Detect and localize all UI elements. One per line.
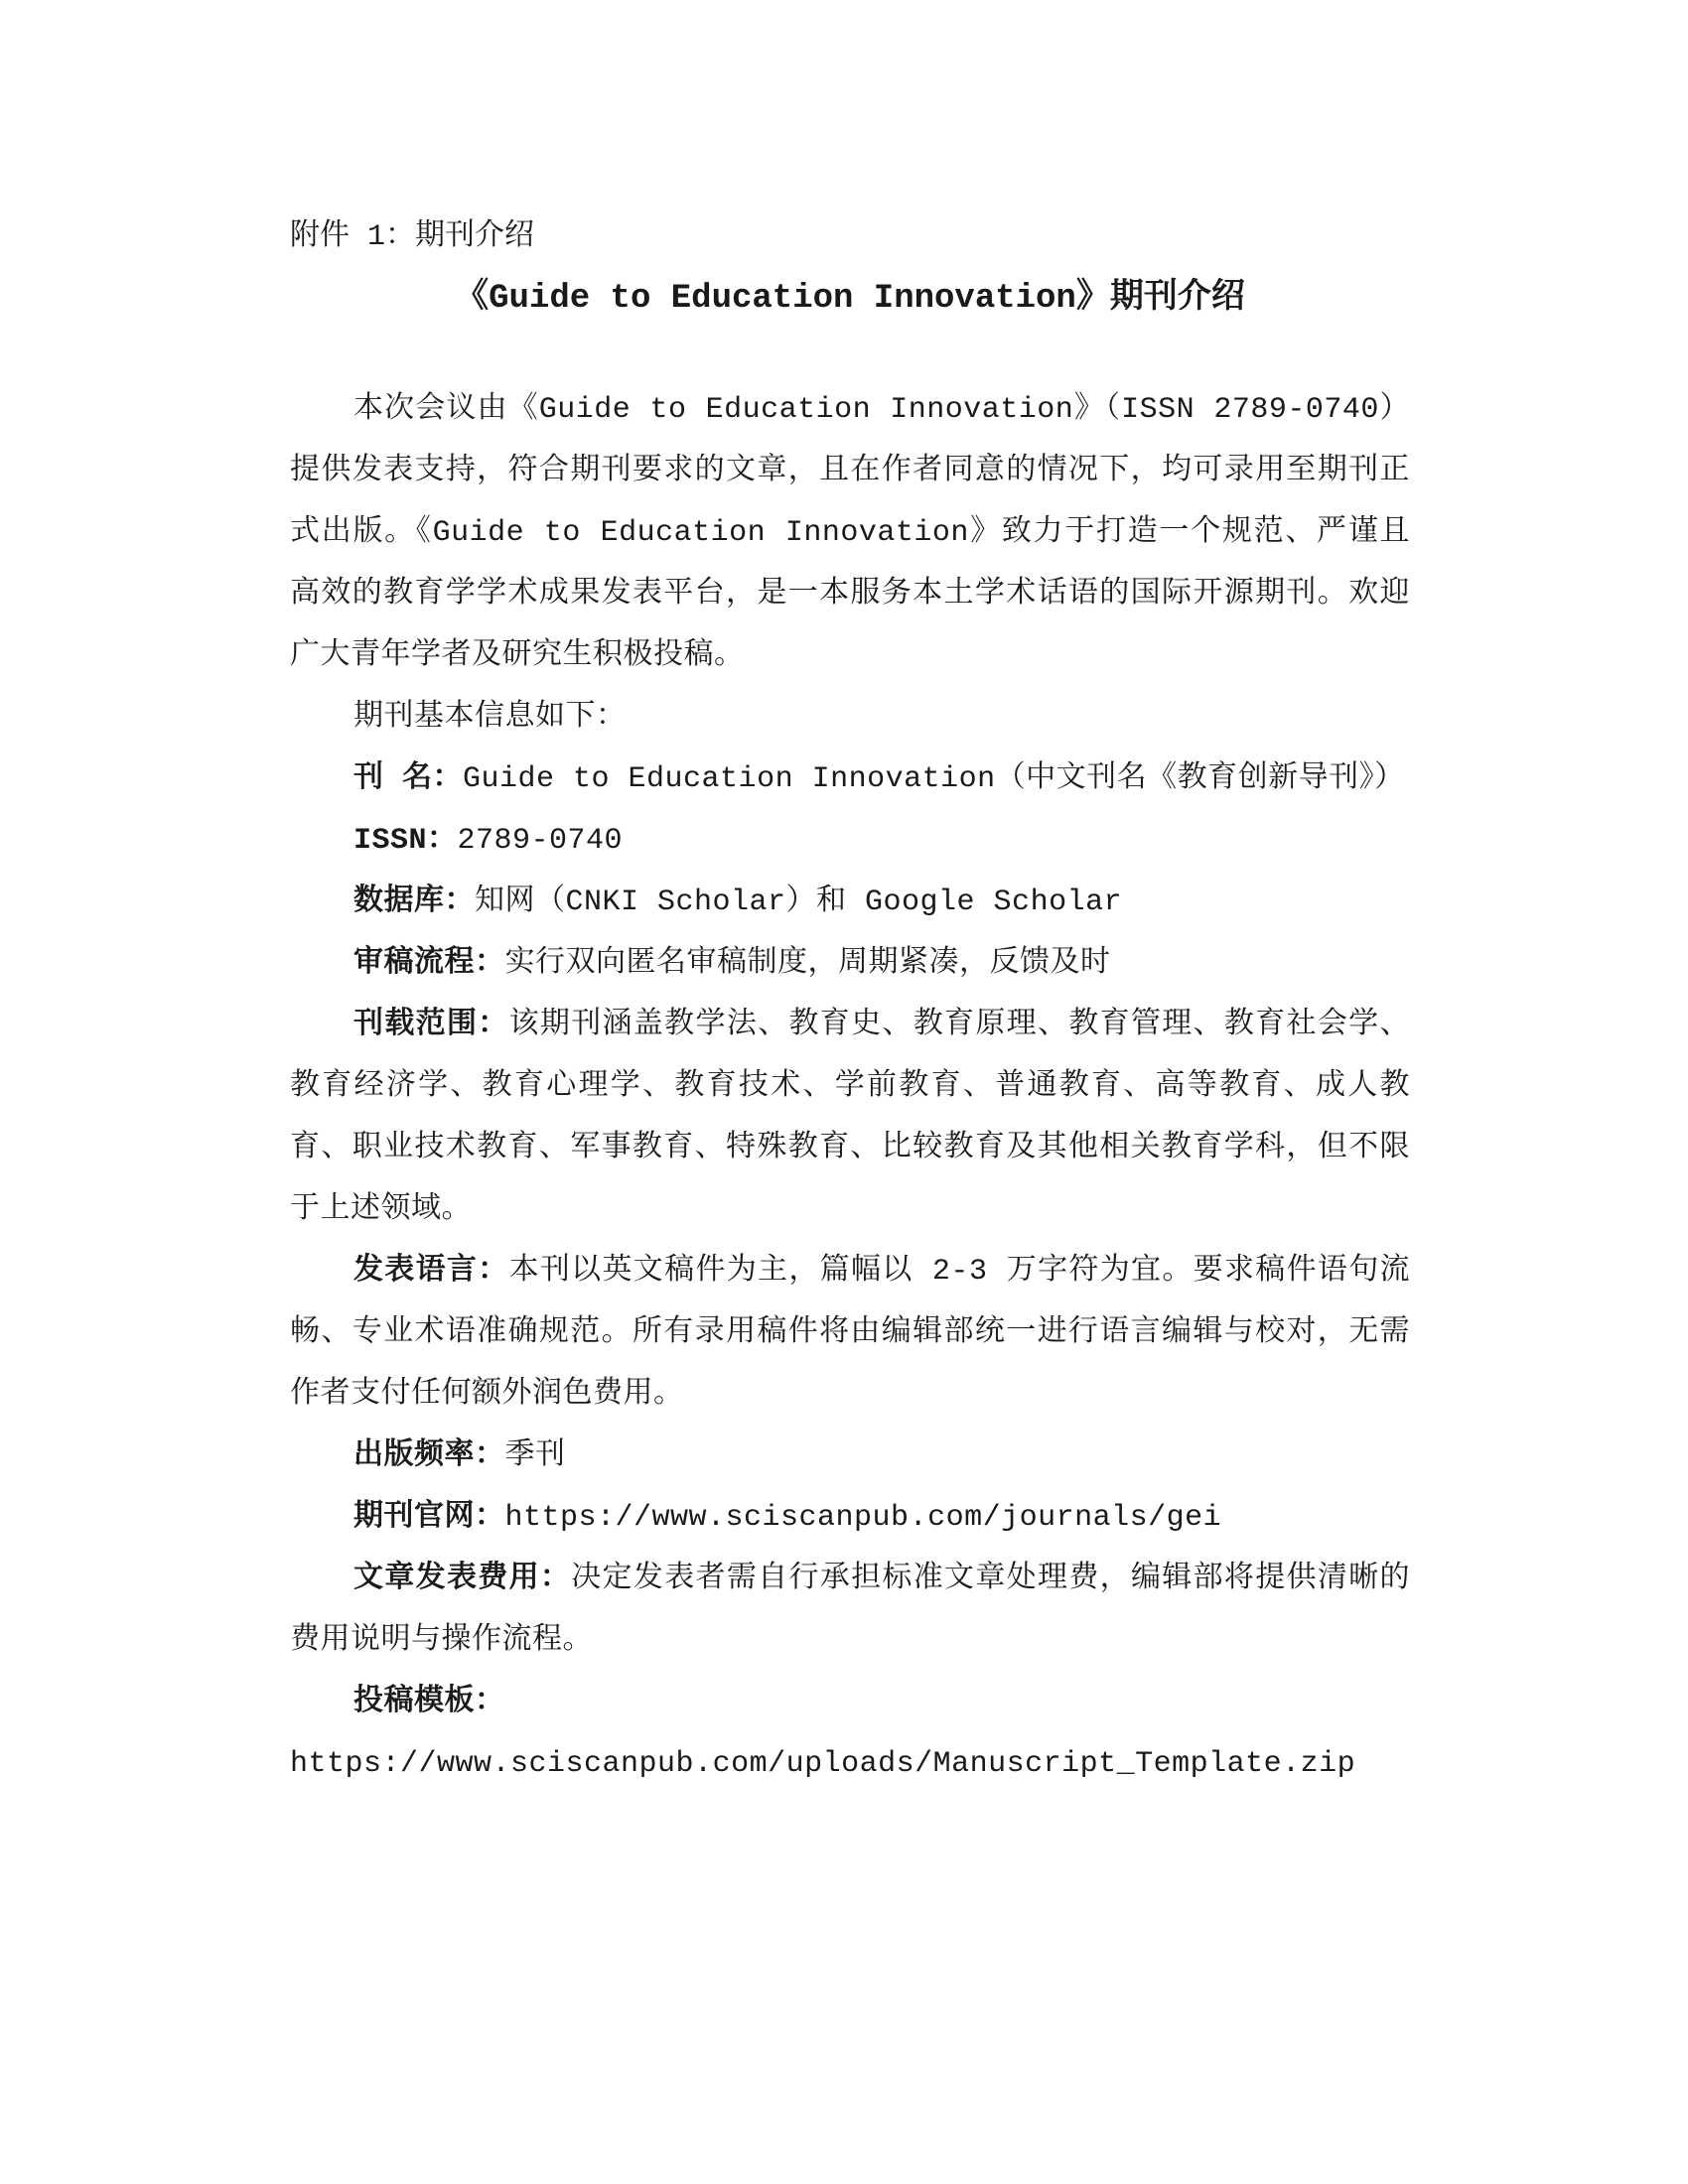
paragraph-intro (290, 379, 1410, 687)
paragraph-issn (290, 810, 1410, 872)
page-title: 《Guide to Education Innovation》期刊介绍 (455, 280, 1245, 318)
text-database: 知网（CNKI Scholar）和 Google Scholar (475, 886, 1123, 919)
paragraph-database (290, 872, 1410, 933)
label-template-lead: 投稿模板： (353, 1686, 505, 1719)
label-database: 数据库： (353, 886, 475, 919)
text-review-process: 实行双向匿名审稿制度，周期紧凑，反馈及时 (504, 947, 1111, 981)
document-body (290, 379, 1410, 1795)
paragraph-language (290, 1241, 1410, 1426)
label-issn: ISSN： (353, 824, 458, 858)
label-publication-fee: 文章发表费用： (353, 1563, 572, 1596)
label-journal-name: 刊 名： (353, 762, 464, 796)
label-frequency: 出版频率： (353, 1439, 505, 1473)
text-intro: 本次会议由《Guide to Education Innovation》（ISSN 2789-0740）提供发表支持，符合期刊要求的文章，且在作者同意的情况下，均可录用至期刊正式出版。《Guide to Education Innovation》致力于打造一个规范、严谨且高效的教育学学术成果发表平台，是一本服务本土学术话语的国际开源期刊。欢迎广大青年学者及研究生积极投稿。 (290, 393, 1410, 673)
text-issn: 2789-0740 (457, 824, 624, 858)
paragraph-publication-fee (290, 1549, 1410, 1672)
paragraph-frequency (290, 1426, 1410, 1487)
text-template-url: https://www.sciscanpub.com/uploads/Manuscript_Template.zip (290, 1747, 1356, 1781)
text-journal-name: Guide to Education Innovation（中文刊名《教育创新导刊》） (463, 762, 1405, 796)
label-review-process: 审稿流程： (353, 947, 505, 981)
paragraph-journal-name (290, 749, 1410, 810)
paragraph-journal-website (290, 1487, 1410, 1549)
label-scope: 刊载范围： (353, 1009, 509, 1042)
text-publication-fee: 决定发表者需自行承担标准文章处理费，编辑部将提供清晰的费用说明与操作流程。 (290, 1563, 1411, 1658)
text-frequency: 季刊 (504, 1439, 566, 1473)
paragraph-review-process (290, 933, 1410, 995)
label-language: 发表语言： (353, 1255, 509, 1289)
text-basic-info-lead: 期刊基本信息如下： (353, 701, 627, 735)
paragraph-template-lead (290, 1672, 1410, 1733)
label-journal-website: 期刊官网： (353, 1501, 505, 1535)
paragraph-basic-info-lead (290, 687, 1410, 749)
text-journal-website: https://www.sciscanpub.com/journals/gei (504, 1501, 1222, 1535)
paragraph-scope (290, 995, 1410, 1241)
attachment-note: 附件 1：期刊介绍 (290, 220, 535, 254)
paragraph-template-url (290, 1733, 1410, 1795)
text-scope: 该期刊涵盖教学法、教育史、教育原理、教育管理、教育社会学、教育经济学、教育心理学、教育技术、学前教育、普通教育、高等教育、成人教育、职业技术教育、军事教育、特殊教育、比较教育及其他相关教育学科，但不限于上述领域。 (290, 1009, 1411, 1227)
text-language: 本刊以英文稿件为主，篇幅以 2-3 万字符为宜。要求稿件语句流畅、专业术语准确规范。所有录用稿件将由编辑部统一进行语言编辑与校对，无需作者支付任何额外润色费用。 (290, 1255, 1411, 1412)
